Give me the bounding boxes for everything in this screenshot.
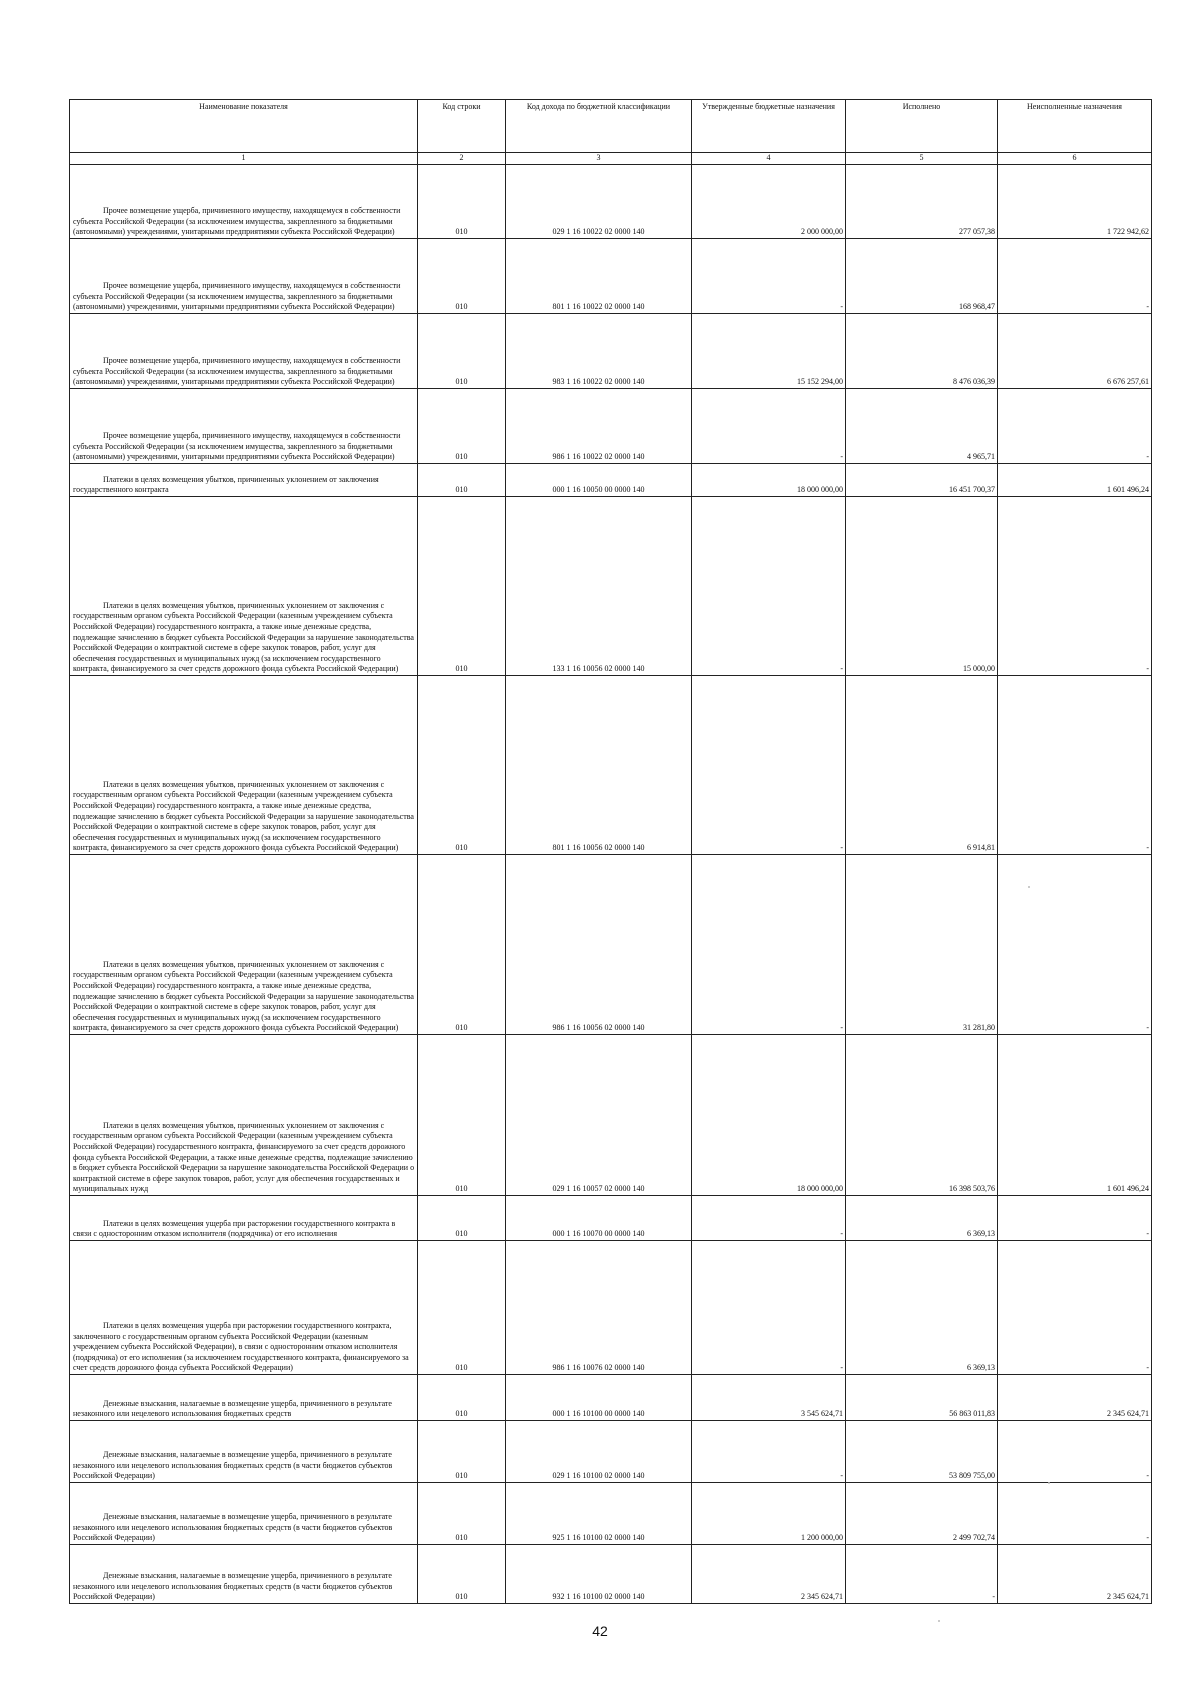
unexecuted-amount-cell: - bbox=[998, 389, 1152, 464]
indicator-name-text: Прочее возмещение ущерба, причиненного имуществу, находящемуся в собственности субъекта Российской Федерации (за исключением имущества, закрепленного за бюджетными (автономными) учреждениями, унитарными предприятиями субъекта Российской Федерации) bbox=[73, 206, 401, 237]
income-code-cell: 801 1 16 10056 02 0000 140 bbox=[506, 676, 692, 855]
income-code-cell: 029 1 16 10100 02 0000 140 bbox=[506, 1421, 692, 1483]
line-code-cell: 010 bbox=[418, 1375, 506, 1421]
indicator-name-cell bbox=[70, 1483, 418, 1545]
table-row bbox=[70, 1241, 1152, 1375]
indicator-name-cell bbox=[70, 497, 418, 676]
unexecuted-amount-cell: 1 601 496,24 bbox=[998, 1035, 1152, 1196]
scan-speck bbox=[1048, 1482, 1050, 1484]
header-executed: Исполнено bbox=[846, 100, 998, 153]
approved-amount-cell: 3 545 624,71 bbox=[692, 1375, 846, 1421]
executed-amount-cell: 6 914,81 bbox=[846, 676, 998, 855]
executed-amount-cell: 31 281,80 bbox=[846, 855, 998, 1035]
approved-amount-cell: 1 200 000,00 bbox=[692, 1483, 846, 1545]
table-row bbox=[70, 1196, 1152, 1241]
unexecuted-amount-cell: 2 345 624,71 bbox=[998, 1375, 1152, 1421]
page-number: 42 bbox=[592, 1623, 608, 1639]
executed-amount-cell: 56 863 011,83 bbox=[846, 1375, 998, 1421]
table-row bbox=[70, 1483, 1152, 1545]
indicator-name-cell bbox=[70, 239, 418, 314]
unexecuted-amount-cell: - bbox=[998, 1483, 1152, 1545]
indicator-name-cell bbox=[70, 1196, 418, 1241]
column-number: 6 bbox=[998, 153, 1152, 165]
unexecuted-amount-cell: 1 601 496,24 bbox=[998, 464, 1152, 497]
indicator-name-cell bbox=[70, 1035, 418, 1196]
indicator-name-cell bbox=[70, 1241, 418, 1375]
table-row bbox=[70, 1545, 1152, 1604]
scan-speck bbox=[1028, 886, 1030, 888]
table-row bbox=[70, 1375, 1152, 1421]
indicator-name-text: Прочее возмещение ущерба, причиненного имуществу, находящемуся в собственности субъекта Российской Федерации (за исключением имущества, закрепленного за бюджетными (автономными) учреждениями, унитарными предприятиями субъекта Российской Федерации) bbox=[73, 356, 401, 387]
unexecuted-amount-cell: - bbox=[998, 855, 1152, 1035]
line-code-cell: 010 bbox=[418, 1035, 506, 1196]
line-code-cell: 010 bbox=[418, 497, 506, 676]
line-code-cell: 010 bbox=[418, 464, 506, 497]
unexecuted-amount-cell: 2 345 624,71 bbox=[998, 1545, 1152, 1604]
budget-execution-table bbox=[69, 99, 1152, 1604]
income-code-cell: 986 1 16 10056 02 0000 140 bbox=[506, 855, 692, 1035]
executed-amount-cell: 277 057,38 bbox=[846, 165, 998, 239]
header-income-code: Код дохода по бюджетной классификации bbox=[506, 100, 692, 153]
line-code-cell: 010 bbox=[418, 1421, 506, 1483]
indicator-name-cell bbox=[70, 1545, 418, 1604]
approved-amount-cell: - bbox=[692, 497, 846, 676]
income-code-cell: 801 1 16 10022 02 0000 140 bbox=[506, 239, 692, 314]
table-row bbox=[70, 389, 1152, 464]
executed-amount-cell: 6 369,13 bbox=[846, 1241, 998, 1375]
approved-amount-cell: - bbox=[692, 1421, 846, 1483]
indicator-name-text: Денежные взыскания, налагаемые в возмещение ущерба, причиненного в результате незаконного или нецелевого использования бюджетных средств (в части бюджетов субъектов Российской Федерации) bbox=[73, 1450, 393, 1481]
executed-amount-cell: - bbox=[846, 1545, 998, 1604]
line-code-cell: 010 bbox=[418, 1483, 506, 1545]
approved-amount-cell: - bbox=[692, 239, 846, 314]
income-code-cell: 133 1 16 10056 02 0000 140 bbox=[506, 497, 692, 676]
income-code-cell: 029 1 16 10022 02 0000 140 bbox=[506, 165, 692, 239]
indicator-name-cell bbox=[70, 165, 418, 239]
executed-amount-cell: 6 369,13 bbox=[846, 1196, 998, 1241]
income-code-cell: 000 1 16 10100 00 0000 140 bbox=[506, 1375, 692, 1421]
executed-amount-cell: 16 398 503,76 bbox=[846, 1035, 998, 1196]
income-code-cell: 986 1 16 10076 02 0000 140 bbox=[506, 1241, 692, 1375]
indicator-name-text: Платежи в целях возмещения убытков, причиненных уклонением от заключения с государственным органом субъекта Российской Федерации (казенным учреждением субъекта Российской Федерации) государственного контракта, финансируемого за счет средств дорожного фонда субъекта Российской Федерации, а также иные денежные средства, подлежащие зачислению в бюджет субъекта Российской Федерации за нарушение законодательства Российской Федерации о контрактной системе в сфере закупок товаров, работ, услуг для обеспечения государственных и муниципальных нужд bbox=[73, 1120, 415, 1194]
executed-amount-cell: 8 476 036,39 bbox=[846, 314, 998, 389]
approved-amount-cell: 2 000 000,00 bbox=[692, 165, 846, 239]
table-row bbox=[70, 855, 1152, 1035]
column-number-row bbox=[70, 153, 1152, 165]
indicator-name-text: Платежи в целях возмещения ущерба при расторжении государственного контракта, заключенного с государственным органом субъекта Российской Федерации (казенным учреждением субъекта Российской Федерации), в связи с односторонним отказом исполнителя (подрядчика) от его исполнения (за исключением государственного контракта, финансируемого за счет средств дорожного фонда субъекта Российской Федерации) bbox=[73, 1321, 409, 1373]
approved-amount-cell: - bbox=[692, 1241, 846, 1375]
line-code-cell: 010 bbox=[418, 165, 506, 239]
unexecuted-amount-cell: 6 676 257,61 bbox=[998, 314, 1152, 389]
table-row bbox=[70, 497, 1152, 676]
unexecuted-amount-cell: 1 722 942,62 bbox=[998, 165, 1152, 239]
executed-amount-cell: 53 809 755,00 bbox=[846, 1421, 998, 1483]
approved-amount-cell: - bbox=[692, 676, 846, 855]
line-code-cell: 010 bbox=[418, 855, 506, 1035]
executed-amount-cell: 15 000,00 bbox=[846, 497, 998, 676]
line-code-cell: 010 bbox=[418, 239, 506, 314]
income-code-cell: 986 1 16 10022 02 0000 140 bbox=[506, 389, 692, 464]
indicator-name-text: Платежи в целях возмещения ущерба при расторжении государственного контракта в связи с односторонним отказом исполнителя (подрядчика) от его исполнения bbox=[73, 1218, 396, 1239]
table-row bbox=[70, 239, 1152, 314]
indicator-name-text: Платежи в целях возмещения убытков, причиненных уклонением от заключения государственного контракта bbox=[73, 474, 379, 495]
column-number: 4 bbox=[692, 153, 846, 165]
unexecuted-amount-cell: - bbox=[998, 1421, 1152, 1483]
unexecuted-amount-cell: - bbox=[998, 1196, 1152, 1241]
indicator-name-text: Денежные взыскания, налагаемые в возмещение ущерба, причиненного в результате незаконного или нецелевого использования бюджетных средств (в части бюджетов субъектов Российской Федерации) bbox=[73, 1571, 393, 1602]
unexecuted-amount-cell: - bbox=[998, 497, 1152, 676]
indicator-name-cell bbox=[70, 1375, 418, 1421]
approved-amount-cell: 2 345 624,71 bbox=[692, 1545, 846, 1604]
line-code-cell: 010 bbox=[418, 1196, 506, 1241]
indicator-name-text: Платежи в целях возмещения убытков, причиненных уклонением от заключения с государственным органом субъекта Российской Федерации (казенным учреждением субъекта Российской Федерации) государственного контракта, а также иные денежные средства, подлежащие зачислению в бюджет субъекта Российской Федерации за нарушение законодательства Российской Федерации о контрактной системе в сфере закупок товаров, работ, услуг для обеспечения государственных и муниципальных нужд (за исключением государственного контракта, финансируемого за счет средств дорожного фонда субъекта Российской Федерации) bbox=[73, 600, 414, 674]
table-row bbox=[70, 1035, 1152, 1196]
table-row bbox=[70, 1421, 1152, 1483]
column-number: 1 bbox=[70, 153, 418, 165]
header-row bbox=[70, 100, 1152, 153]
indicator-name-text: Платежи в целях возмещения убытков, причиненных уклонением от заключения с государственным органом субъекта Российской Федерации (казенным учреждением субъекта Российской Федерации) государственного контракта, а также иные денежные средства, подлежащие зачислению в бюджет субъекта Российской Федерации за нарушение законодательства Российской Федерации о контрактной системе в сфере закупок товаров, работ, услуг для обеспечения государственных и муниципальных нужд (за исключением государственного контракта, финансируемого за счет средств дорожного фонда субъекта Российской Федерации) bbox=[73, 779, 414, 853]
table-row bbox=[70, 314, 1152, 389]
income-code-cell: 029 1 16 10057 02 0000 140 bbox=[506, 1035, 692, 1196]
line-code-cell: 010 bbox=[418, 1545, 506, 1604]
approved-amount-cell: - bbox=[692, 389, 846, 464]
column-number: 2 bbox=[418, 153, 506, 165]
income-code-cell: 925 1 16 10100 02 0000 140 bbox=[506, 1483, 692, 1545]
line-code-cell: 010 bbox=[418, 314, 506, 389]
indicator-name-cell bbox=[70, 855, 418, 1035]
table-row bbox=[70, 165, 1152, 239]
approved-amount-cell: - bbox=[692, 855, 846, 1035]
indicator-name-text: Денежные взыскания, налагаемые в возмещение ущерба, причиненного в результате незаконного или нецелевого использования бюджетных средств bbox=[73, 1398, 392, 1419]
indicator-name-cell bbox=[70, 389, 418, 464]
indicator-name-text: Прочее возмещение ущерба, причиненного имуществу, находящемуся в собственности субъекта Российской Федерации (за исключением имущества, закрепленного за бюджетными (автономными) учреждениями, унитарными предприятиями субъекта Российской Федерации) bbox=[73, 431, 401, 462]
header-unexecuted: Неисполненные назначения bbox=[998, 100, 1152, 153]
line-code-cell: 010 bbox=[418, 676, 506, 855]
indicator-name-text: Платежи в целях возмещения убытков, причиненных уклонением от заключения с государственным органом субъекта Российской Федерации (казенным учреждением субъекта Российской Федерации) государственного контракта, а также иные денежные средства, подлежащие зачислению в бюджет субъекта Российской Федерации за нарушение законодательства Российской Федерации о контрактной системе в сфере закупок товаров, работ, услуг для обеспечения государственных и муниципальных нужд (за исключением государственного контракта, финансируемого за счет средств дорожного фонда субъекта Российской Федерации) bbox=[73, 959, 414, 1033]
header-approved: Утвержденные бюджетные назначения bbox=[692, 100, 846, 153]
header-indicator-name: Наименование показателя bbox=[70, 100, 418, 153]
unexecuted-amount-cell: - bbox=[998, 1241, 1152, 1375]
indicator-name-cell bbox=[70, 676, 418, 855]
indicator-name-text: Денежные взыскания, налагаемые в возмещение ущерба, причиненного в результате незаконного или нецелевого использования бюджетных средств (в части бюджетов субъектов Российской Федерации) bbox=[73, 1512, 393, 1543]
approved-amount-cell: 15 152 294,00 bbox=[692, 314, 846, 389]
executed-amount-cell: 16 451 700,37 bbox=[846, 464, 998, 497]
approved-amount-cell: 18 000 000,00 bbox=[692, 1035, 846, 1196]
approved-amount-cell: - bbox=[692, 1196, 846, 1241]
income-code-cell: 000 1 16 10050 00 0000 140 bbox=[506, 464, 692, 497]
header-line-code: Код строки bbox=[418, 100, 506, 153]
indicator-name-cell bbox=[70, 314, 418, 389]
income-code-cell: 000 1 16 10070 00 0000 140 bbox=[506, 1196, 692, 1241]
column-number: 3 bbox=[506, 153, 692, 165]
executed-amount-cell: 168 968,47 bbox=[846, 239, 998, 314]
indicator-name-cell bbox=[70, 464, 418, 497]
scan-speck bbox=[938, 1620, 940, 1622]
line-code-cell: 010 bbox=[418, 1241, 506, 1375]
table-row bbox=[70, 464, 1152, 497]
line-code-cell: 010 bbox=[418, 389, 506, 464]
unexecuted-amount-cell: - bbox=[998, 676, 1152, 855]
executed-amount-cell: 2 499 702,74 bbox=[846, 1483, 998, 1545]
table-row bbox=[70, 676, 1152, 855]
column-number: 5 bbox=[846, 153, 998, 165]
unexecuted-amount-cell: - bbox=[998, 239, 1152, 314]
executed-amount-cell: 4 965,71 bbox=[846, 389, 998, 464]
approved-amount-cell: 18 000 000,00 bbox=[692, 464, 846, 497]
indicator-name-text: Прочее возмещение ущерба, причиненного имуществу, находящемуся в собственности субъекта Российской Федерации (за исключением имущества, закрепленного за бюджетными (автономными) учреждениями, унитарными предприятиями субъекта Российской Федерации) bbox=[73, 281, 401, 312]
income-code-cell: 932 1 16 10100 02 0000 140 bbox=[506, 1545, 692, 1604]
income-code-cell: 983 1 16 10022 02 0000 140 bbox=[506, 314, 692, 389]
indicator-name-cell bbox=[70, 1421, 418, 1483]
